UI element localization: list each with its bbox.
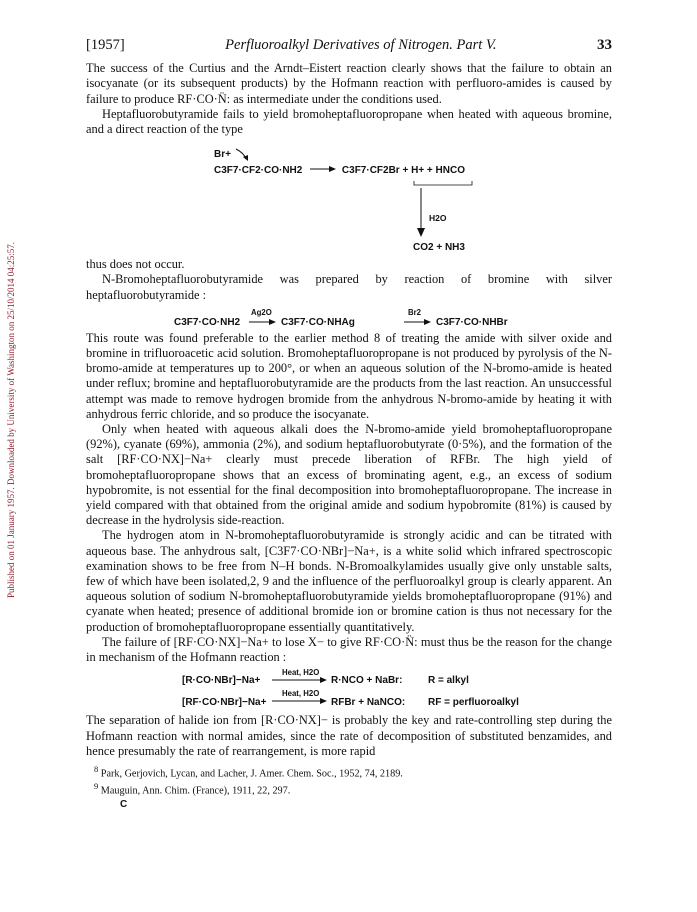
footnote-9-text: Mauguin, Ann. Chim. (France), 1911, 22, 297. — [100, 785, 291, 797]
footnote-8-number: 8 — [94, 763, 99, 774]
footnote-8 — [86, 763, 612, 780]
paragraph-3: thus does not occur. — [86, 257, 185, 272]
signature-mark: C — [120, 798, 128, 810]
scheme-2-middle: C3F7·CO·NHAg — [281, 316, 355, 328]
footnote-9-number: 9 — [94, 781, 99, 792]
scheme-1-products: C3F7·CF2Br + H+ + HNCO — [341, 165, 465, 177]
paragraph-5: This route was found preferable to the earlier method 8 of treating the amide with silver oxide and bromine in trifluoroacetic acid solution. Bromoheptafluoropropane is not produced by pyrolysis of the N-bromo-amide at temperatures up to 200°, or when an aqueous solution of the N-bromo-amide is heated under reflux; bromine and heptafluorobutyramide are the products from the last reaction. An unsuccessful attempt was made to remove hydrogen bromide from the anhydrous N-bromo-amide by heating it with anhydrous ferric chloride, and so produce the isocyanate. — [86, 330, 612, 421]
reaction-scheme-3 — [86, 665, 612, 713]
scheme-3-row-2-right: RFBr + NaNCO: — [331, 697, 406, 709]
scheme-3-row-1-left: [R·CO·NBr]−Na+ — [182, 675, 261, 687]
paragraph-2: Heptafluorobutyramide fails to yield bromoheptafluoropropane when heated with aqueous bromine, and a direct reaction of the type — [86, 106, 612, 137]
running-header — [86, 38, 612, 53]
paragraph-4: N-Bromoheptafluorobutyramide was prepared by reaction of bromine with silver heptafluorobutyramide : — [86, 272, 612, 302]
paragraph-7: The hydrogen atom in N-bromoheptafluorobutyramide is strongly acidic and can be titrated with aqueous base. The anhydrous salt, [C3F7·CO·NBr]−Na+, is a white solid which infrared spectroscopic examination shows to be free from N–H bonds. N-Bromoalkylamides usually give only unstable salts, few of which have been isolated,2, 9 and the influence of the perfluoroalkyl group is clearly apparent. An aqueous solution of sodium N-bromoheptafluorobutyramide yields bromoheptafluoropropane (91%) and cyanate when heated; presence of additional bromide ion or bromine cation is thus not necessary for the production of bromoheptafluoropropane essentially quantitatively. — [86, 528, 612, 634]
reaction-scheme-1 — [86, 137, 612, 257]
scheme-2-reagent-1: Ag2O — [251, 307, 272, 317]
reaction-scheme-2 — [86, 303, 612, 331]
paragraph-9: The separation of halide ion from [R·CO·NX]− is probably the key and rate-controlling step during the Hofmann reaction with normal amides, since the rate of decomposition of substituted benzamides, and hence presumably the rate of rearrangement, is more rapid — [86, 713, 612, 758]
paragraph-6: Only when heated with aqueous alkali does the N-bromo-amide yield bromoheptafluoropropane (92%), cyanate (69%), ammonia (2%), and sodium heptafluorobutyrate (0·5%), and the formation of the salt [RF·CO·NX]−Na+ clearly must precede liberation of RFBr. The high yield of bromoheptafluoropropane shows that an excess of brominating agent, e.g., an excess of sodium hypobromite, is not essential for the final decomposition into bromoheptafluoropropane. The increase in yield compared with that obtained from the original amide and sodium hypobromite (81%) is caused by decrease in the hydrolysis side-reaction. — [86, 422, 612, 528]
download-watermark — [4, 120, 18, 720]
scheme-1-reagent: Br+ — [214, 149, 231, 161]
footnote-8-text: Park, Gerjovich, Lycan, and Lacher, J. Amer. Chem. Soc., 1952, 74, 2189. — [100, 768, 403, 780]
header-year: [1957] — [86, 37, 125, 53]
scheme-1-final: CO2 + NH3 — [413, 242, 465, 254]
scheme-2-end: C3F7·CO·NHBr — [436, 316, 508, 328]
scheme-2-start: C3F7·CO·NH2 — [174, 316, 241, 328]
scheme-3-row-1-cond: Heat, H2O — [282, 668, 320, 678]
scheme-2-reagent-2: Br2 — [408, 307, 422, 317]
scheme-3-row-1-note: R = alkyl — [428, 675, 469, 687]
scheme-1-arrows — [86, 137, 612, 257]
scheme-1-water: H2O — [429, 213, 447, 224]
footnote-9 — [86, 780, 612, 797]
download-note: Published on 01 January 1957. Downloaded by University of Washington on 25/10/2014 04:25:57. — [6, 241, 16, 599]
scheme-1-line — [214, 163, 465, 178]
journal-page — [86, 38, 612, 811]
paragraph-1: The success of the Curtius and the Arndt–Eistert reaction clearly shows that the failure to obtain an isocyanate (or its subsequent products) by the Hofmann reaction with perfluoro-amides is caused by failure to produce RF·CO·N̈: as intermediate under the conditions used. — [86, 61, 612, 106]
scheme-3-row-2-note: RF = perfluoroalkyl — [428, 697, 519, 709]
scheme-3-row-2-left: [RF·CO·NBr]−Na+ — [182, 697, 267, 709]
scheme-3-row-1-right: R·NCO + NaBr: — [331, 675, 403, 687]
paragraph-8: The failure of [RF·CO·NX]−Na+ to lose X− to give RF·CO·N̈: must thus be the reason for the change in mechanism of the Hofmann reaction : — [86, 634, 612, 665]
footnotes — [86, 763, 612, 811]
page-number: 33 — [596, 37, 612, 53]
scheme-3-row-2-cond: Heat, H2O — [282, 689, 320, 699]
header-title: Perfluoroalkyl Derivatives of Nitrogen. Part V. — [225, 37, 497, 53]
scheme-1-reactant: C3F7·CF2·CO·NH2 — [214, 165, 303, 177]
